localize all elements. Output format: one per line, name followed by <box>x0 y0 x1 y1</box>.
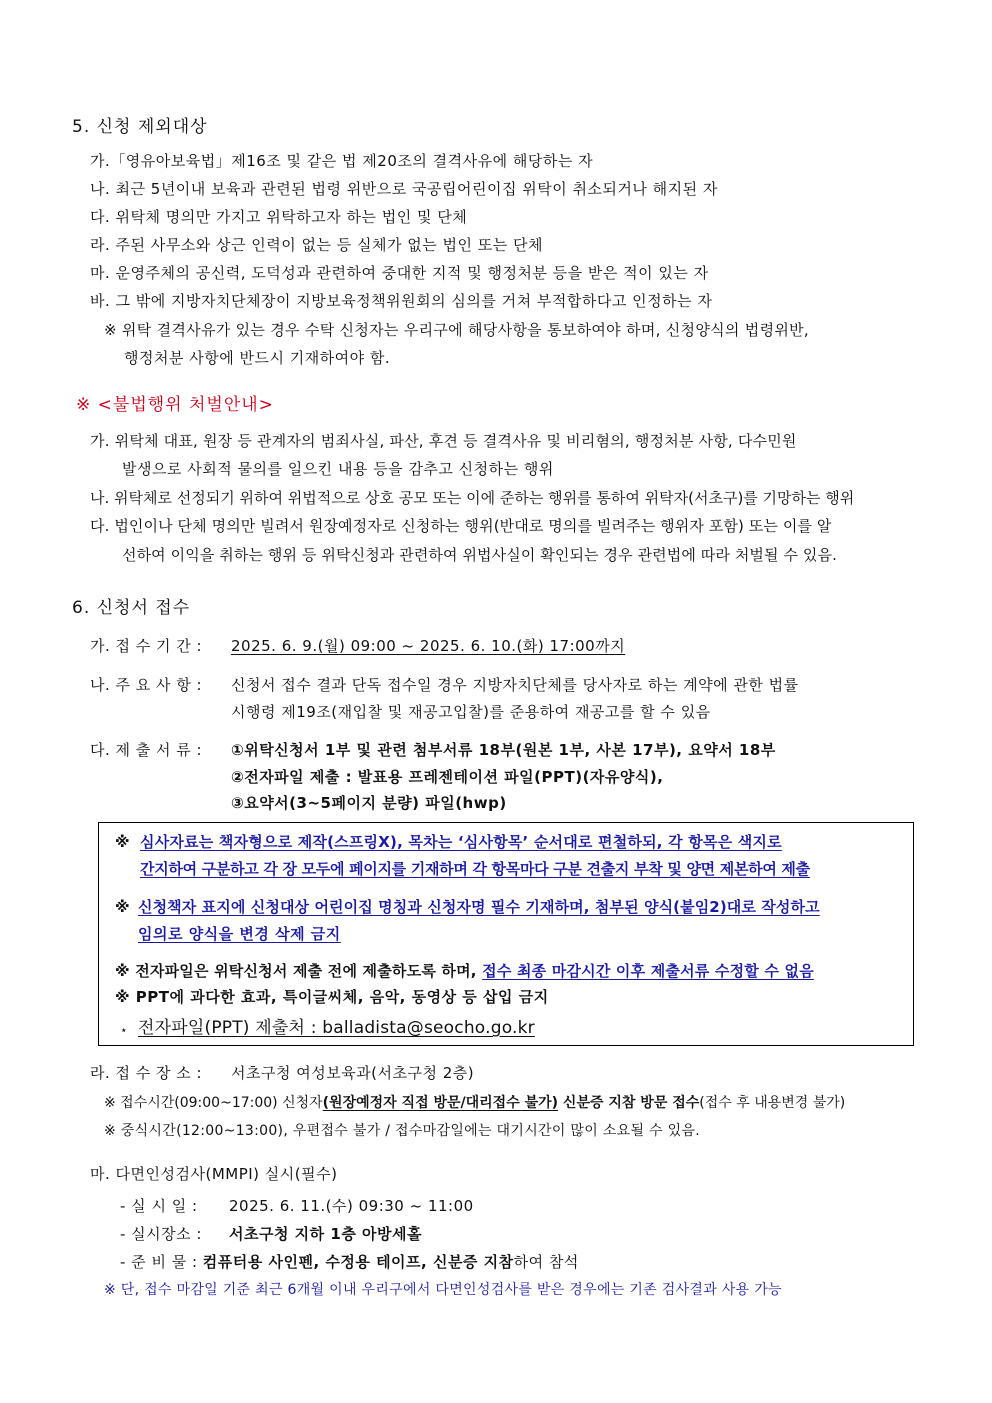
lunch-note: ※ 중식시간(12:00~13:00), 우편접수 불가 / 접수마감일에는 대기시간이 많이 소요될 수 있음. <box>104 1123 701 1139</box>
section-6-title: 6. 신청서 접수 <box>72 598 191 618</box>
note-mark: ※ <box>115 833 131 851</box>
exclusion-note: ※ 위탁 결격사유가 있는 경우 수탁 신청자는 우리구에 해당사항을 통보하여야 하며, 신청양식의 법령위반, <box>104 321 810 339</box>
docs-item-1: ①위탁신청서 1부 및 관련 첨부서류 18부(원본 1부, 사본 17부), 요약서 18부 <box>231 741 776 759</box>
reception-time: ※ 접수시간(09:00~17:00) 신청자 <box>104 1095 323 1111</box>
docs-label: 다. 제 출 서 류 : <box>90 741 203 759</box>
mmpi-place-label: - 실시장소 : <box>120 1225 202 1243</box>
main-value-2: 시행령 제19조(재입찰 및 재공고입찰)를 준용하여 재공고를 할 수 있음 <box>231 703 711 721</box>
mmpi-date: 2025. 6. 11.(수) 09:30 ~ 11:00 <box>229 1197 474 1215</box>
illegal-item: 나. 위탁체로 선정되기 위하여 위법적으로 상호 공모 또는 이에 준하는 행위를 통하여 위탁자(서초구)를 기망하는 행위 <box>90 489 855 507</box>
note-2-line-2: 임의로 양식을 변경 삭제 금지 <box>138 925 341 943</box>
docs-item-2: ②전자파일 제출 : 발표용 프레젠테이션 파일(PPT)(자유양식), <box>231 768 664 786</box>
mmpi-prep-tail: 하여 참석 <box>513 1253 579 1271</box>
illegal-acts-title: ※ <불법행위 처벌안내> <box>76 395 274 415</box>
mmpi-note: ※ 단, 접수 마감일 기준 최근 6개월 이내 우리구에서 다면인성검사를 받은 경우에는 기존 검사결과 사용 가능 <box>104 1282 782 1298</box>
note-1-line-1: 심사자료는 책자형으로 제작(스프링X), 목차는 ‘심사항목’ 순서대로 편철하되, 각 항목은 색지로 <box>140 833 782 851</box>
illegal-item: 가. 위탁체 대표, 원장 등 관계자의 범죄사실, 파산, 후견 등 결격사유 및 비리혐의, 행정처분 사항, 다수민원 <box>90 432 797 450</box>
section-5-title: 5. 신청 제외대상 <box>72 117 208 137</box>
illegal-item-cont: 발생으로 사회적 물의를 일으킨 내용 등을 감추고 신청하는 행위 <box>122 460 554 478</box>
star-icon: ⋆ <box>120 1023 129 1037</box>
reception-tail: (접수 후 내용변경 불가) <box>699 1095 846 1111</box>
note-2-line-1: 신청책자 표지에 신청대상 어린이집 명칭과 신청자명 필수 기재하며, 첨부된 양식(붙임2)대로 작성하고 <box>138 898 820 916</box>
reception-restriction: (원장예정자 직접 방문/대리접수 불가) <box>322 1095 559 1111</box>
mmpi-prep-label: - 준 비 물 : <box>120 1253 198 1271</box>
exclusion-item: 바. 그 밖에 지방자치단체장이 지방보육정책위원회의 심의를 거쳐 부적합하다고 인정하는 자 <box>90 292 713 310</box>
exclusion-item: 라. 주된 사무소와 상근 인력이 없는 등 실체가 없는 법인 또는 단체 <box>90 236 543 254</box>
note-1-line-2: 간지하여 구분하고 각 장 모두에 페이지를 기재하며 각 항목마다 구분 견출지 부착 및 양면 제본하여 제출 <box>140 860 810 878</box>
illegal-item-cont: 선하여 이익을 취하는 행위 등 위탁신청과 관련하여 위법사실이 확인되는 경우 관련법에 따라 처벌될 수 있음. <box>122 546 837 564</box>
main-value-1: 신청서 접수 결과 단독 접수일 경우 지방자치단체를 당사자로 하는 계약에 관한 법률 <box>231 676 799 694</box>
note-4: ※ PPT에 과다한 효과, 특이글씨체, 음악, 동영상 등 삽입 금지 <box>115 988 549 1006</box>
exclusion-item: 가.「영유아보육법」제16조 및 같은 법 제20조의 결격사유에 해당하는 자 <box>90 152 594 170</box>
main-label: 나. 주 요 사 항 : <box>90 676 203 694</box>
mmpi-prep-items: 컴퓨터용 사인펜, 수정용 테이프, 신분증 지참 <box>202 1253 514 1271</box>
note-3 <box>115 961 814 981</box>
note-3-plain: ※ 전자파일은 위탁신청서 제출 전에 제출하도록 하며, <box>115 962 483 980</box>
place-value: 서초구청 여성보육과(서초구청 2층) <box>231 1064 475 1082</box>
exclusion-item: 나. 최근 5년이내 보육과 관련된 법령 위반으로 국공립어린이집 위탁이 취소되거나 해지된 자 <box>90 180 718 198</box>
exclusion-note-cont: 행정처분 사항에 반드시 기재하여야 함. <box>124 349 391 367</box>
exclusion-item: 마. 운영주체의 공신력, 도덕성과 관련하여 중대한 지적 및 행정처분 등을 받은 적이 있는 자 <box>90 264 709 282</box>
email-contact: 전자파일(PPT) 제출처 : balladista@seocho.go.kr <box>138 1018 535 1038</box>
note-3-emphasis: 접수 최종 마감시간 이후 제출서류 수정할 수 없음 <box>482 962 814 980</box>
exclusion-item: 다. 위탁체 명의만 가지고 위탁하고자 하는 법인 및 단체 <box>90 208 468 226</box>
mmpi-title: 마. 다면인성검사(MMPI) 실시(필수) <box>90 1165 338 1183</box>
reception-id: 신분증 지참 방문 접수 <box>558 1095 700 1111</box>
note-mark: ※ <box>115 898 131 916</box>
reception-time-note <box>104 1093 845 1113</box>
mmpi-prep <box>120 1252 579 1272</box>
mmpi-date-label: - 실 시 일 : <box>120 1197 198 1215</box>
period-label: 가. 접 수 기 간 : <box>90 637 203 655</box>
mmpi-place: 서초구청 지하 1층 아방세홀 <box>229 1225 422 1243</box>
place-label: 라. 접 수 장 소 : <box>90 1064 203 1082</box>
period-value: 2025. 6. 9.(월) 09:00 ~ 2025. 6. 10.(화) 17:00까지 <box>231 637 626 655</box>
docs-item-3: ③요약서(3~5페이지 분량) 파일(hwp) <box>231 794 507 812</box>
illegal-item: 다. 법인이나 단체 명의만 빌려서 원장예정자로 신청하는 행위(반대로 명의를 빌려주는 행위자 포함) 또는 이를 알 <box>90 517 832 535</box>
